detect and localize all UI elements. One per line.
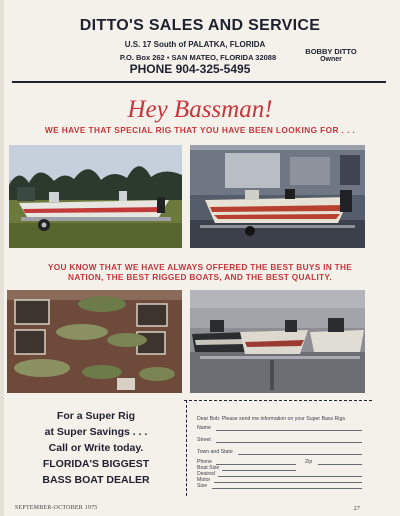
promo-line-1: For a Super Rig [56, 410, 136, 422]
promo-line-3: Call or Write today. [48, 442, 144, 454]
showroom-boats-photo [190, 290, 365, 393]
coupon-name-label: Name [197, 425, 211, 431]
coupon-phone-field[interactable] [216, 464, 296, 465]
coupon-street-field[interactable] [216, 442, 362, 443]
phone-number: PHONE 904-325-5495 [129, 62, 251, 76]
coupon-motor-field[interactable] [214, 482, 362, 483]
mounted-fish-photo [7, 290, 182, 393]
headline: Hey Bassman! [127, 96, 273, 123]
promo-line-5: BASS BOAT DEALER [42, 474, 150, 486]
owner-title: Owner [320, 56, 342, 63]
address-line-2: P.O. Box 262 ▪ SAN MATEO, FLORIDA 32088 [119, 53, 277, 62]
promo-line-2: at Super Savings . . . [44, 426, 148, 438]
coupon-town-state-field[interactable] [238, 454, 362, 455]
showroom-boat-photo [190, 145, 365, 248]
page-edge [0, 0, 4, 516]
coupon-street-label: Street [197, 437, 211, 443]
coupon-name-field[interactable] [216, 430, 362, 431]
company-name: DITTO'S SALES AND SERVICE [79, 17, 321, 34]
coupon-border-top [184, 400, 372, 401]
coupon-phone-label: Phone [197, 459, 213, 465]
coupon-boat-size-field[interactable] [222, 470, 296, 471]
coupon-boat-size-label: Boat Size [197, 465, 220, 471]
coupon-desired-label: Desired [197, 471, 215, 477]
coupon-zip-label: Zip [305, 459, 313, 465]
issue-date: SEPTEMBER-OCTOBER 1975 [15, 505, 98, 511]
coupon-border-side [186, 400, 187, 496]
middle-text-line-1: YOU KNOW THAT WE HAVE ALWAYS OFFERED THE BEST BUYS IN THE [47, 262, 353, 272]
coupon-intro: Dear Bob: Please send me information on your Super Bass Rigs. [197, 416, 347, 422]
coupon-motor-label: Motor [197, 477, 211, 483]
middle-text-line-2: NATION, THE BEST RIGGED BOATS, AND THE BEST QUALITY. [68, 272, 332, 282]
coupon-town-state-label: Town and State [197, 449, 233, 455]
coupon-size-field[interactable] [212, 488, 362, 489]
address-line-1: U.S. 17 South of PALATKA, FLORIDA [124, 40, 266, 49]
promo-line-4: FLORIDA'S BIGGEST [42, 458, 150, 470]
subheadline: WE HAVE THAT SPECIAL RIG THAT YOU HAVE BEEN LOOKING FOR . . . [44, 125, 356, 135]
page-number: 27 [353, 505, 360, 512]
owner-name: BOBBY DITTO [305, 47, 357, 56]
coupon-desired-field[interactable] [218, 476, 362, 477]
header-rule [12, 81, 386, 83]
boat-trailer-photo [9, 145, 182, 248]
coupon-size-label: Size [197, 483, 208, 489]
coupon-zip-field[interactable] [318, 464, 362, 465]
